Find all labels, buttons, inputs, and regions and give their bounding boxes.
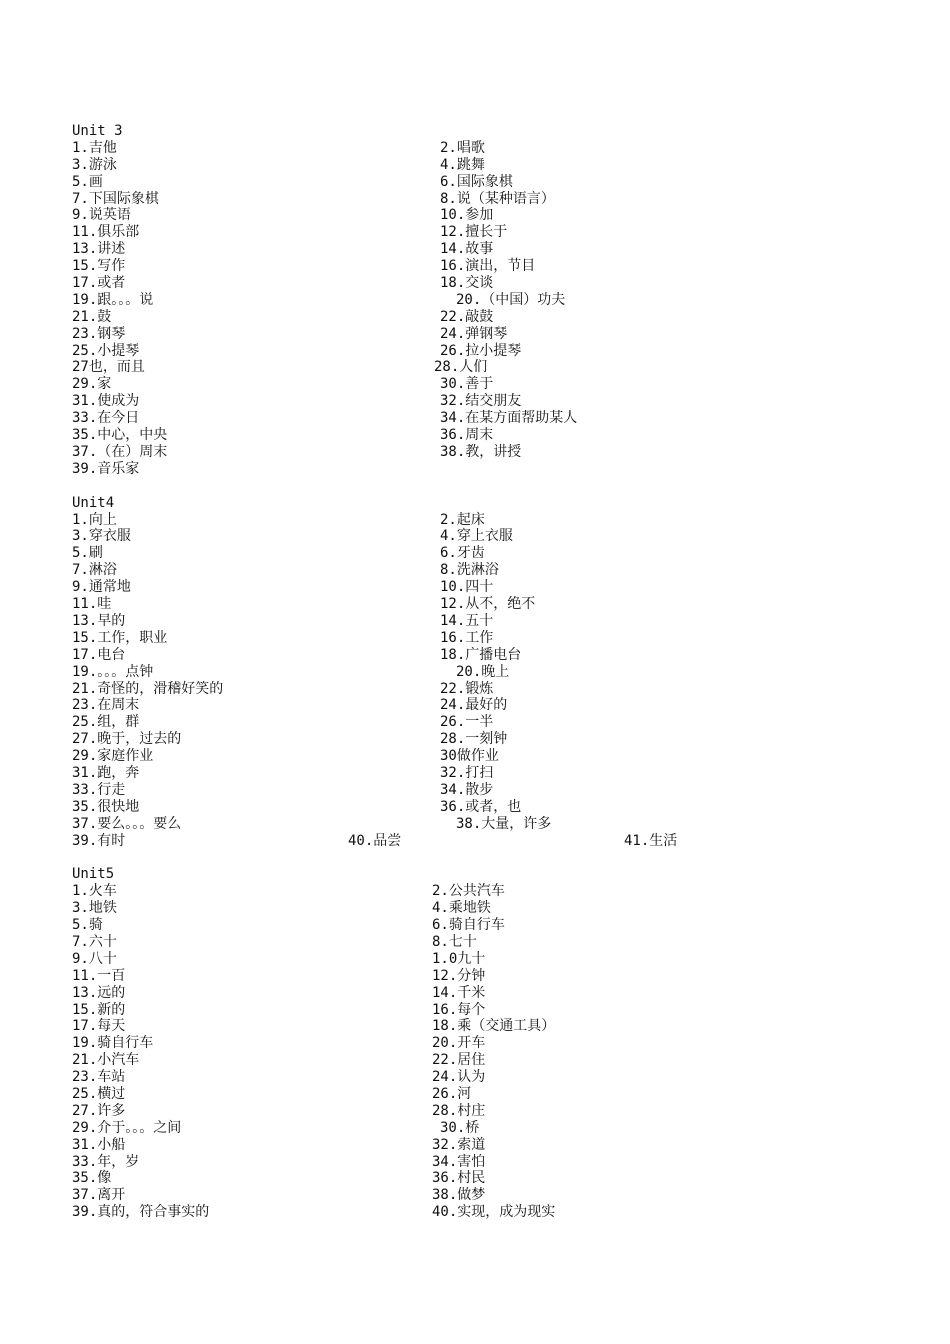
vocab-item: 39.有时 (72, 832, 126, 849)
vocab-row (72, 664, 872, 681)
vocab-item: 37.（在）周末 (72, 443, 168, 460)
vocab-row (72, 1018, 872, 1035)
vocab-item: 20.开车 (432, 1035, 486, 1052)
vocab-row (72, 968, 872, 985)
vocab-row (72, 174, 872, 191)
vocab-item: 19.跟。。。说 (72, 291, 154, 308)
unit-heading: Unit4 (72, 494, 115, 511)
vocab-row (72, 731, 872, 748)
vocab-item: 39.真的，符合事实的 (72, 1204, 210, 1221)
vocab-item: 16.演出，节目 (440, 258, 536, 275)
vocab-item: 3.地铁 (72, 900, 117, 917)
vocab-item: 38.大量，许多 (456, 815, 552, 832)
vocab-item: 29.家 (72, 376, 112, 393)
vocab-row (72, 579, 872, 596)
vocab-item: 35.像 (72, 1170, 112, 1187)
vocab-item: 36.村民 (432, 1170, 486, 1187)
vocab-row (72, 1154, 872, 1171)
vocab-item: 36.周末 (440, 427, 494, 444)
vocab-row (72, 1204, 872, 1221)
vocab-item: 6.国际象棋 (440, 173, 513, 190)
vocab-item: 25.横过 (72, 1085, 126, 1102)
vocab-item: 17.或者 (72, 275, 126, 292)
vocab-row (72, 359, 872, 376)
vocab-item: 1.火车 (72, 883, 117, 900)
vocab-item: 35.很快地 (72, 798, 140, 815)
vocab-item: 12.从不，绝不 (440, 596, 536, 613)
vocab-item: 13.早的 (72, 612, 126, 629)
vocab-item: 39.音乐家 (72, 460, 140, 477)
vocab-item: 24.弹钢琴 (440, 325, 508, 342)
vocab-item: 11.一百 (72, 967, 126, 984)
vocab-item: 33.在今日 (72, 410, 140, 427)
vocab-item: 13.讲述 (72, 241, 126, 258)
vocab-item: 21.鼓 (72, 308, 112, 325)
vocab-item: 30做作业 (440, 748, 499, 765)
vocab-item: 7.淋浴 (72, 562, 117, 579)
vocab-row (72, 1120, 872, 1137)
vocab-item: 26.河 (432, 1085, 472, 1102)
vocab-item: 8.七十 (432, 933, 477, 950)
vocab-item: 30.善于 (440, 376, 494, 393)
vocab-row (72, 258, 872, 275)
vocab-item: 15.工作，职业 (72, 629, 168, 646)
vocab-item: 32.结交朋友 (440, 393, 522, 410)
vocab-item: 10.四十 (440, 579, 494, 596)
vocab-item: 4.穿上衣服 (440, 528, 513, 545)
vocab-row (72, 917, 872, 934)
vocab-item: 23.在周末 (72, 697, 140, 714)
vocab-item: 10.参加 (440, 207, 494, 224)
vocab-item: 6.牙齿 (440, 545, 485, 562)
vocab-row (72, 1086, 872, 1103)
vocab-item: 2.唱歌 (440, 139, 485, 156)
vocab-item: 20.（中国）功夫 (456, 291, 566, 308)
vocab-row (72, 207, 872, 224)
vocab-item: 26.一半 (440, 714, 494, 731)
vocab-row (72, 1035, 872, 1052)
vocab-item: 8.说（某种语言） (440, 190, 555, 207)
vocab-row (72, 934, 872, 951)
vocab-item: 32.索道 (432, 1136, 486, 1153)
vocab-row (72, 224, 872, 241)
vocab-row (72, 765, 872, 782)
vocab-item: 41.生活 (624, 832, 678, 849)
vocab-item: 5.刷 (72, 545, 103, 562)
vocab-item: 2.公共汽车 (432, 883, 505, 900)
vocab-item: 33.年，岁 (72, 1153, 140, 1170)
vocab-row (72, 900, 872, 917)
vocab-item: 18.交谈 (440, 275, 494, 292)
vocab-item: 4.乘地铁 (432, 900, 491, 917)
vocab-row (72, 545, 872, 562)
vocab-item: 40.实现，成为现实 (432, 1204, 556, 1221)
vocab-item: 13.远的 (72, 984, 126, 1001)
vocab-item: 14.故事 (440, 241, 494, 258)
vocab-item: 26.拉小提琴 (440, 342, 522, 359)
vocab-item: 24.认为 (432, 1069, 486, 1086)
vocab-item: 24.最好的 (440, 697, 508, 714)
vocab-item: 27.许多 (72, 1102, 126, 1119)
vocab-row (72, 393, 872, 410)
unit-heading: Unit 3 (72, 123, 123, 139)
vocab-item: 8.洗淋浴 (440, 562, 499, 579)
vocab-item: 35.中心，中央 (72, 427, 168, 444)
vocab-row (72, 1187, 872, 1204)
vocab-item: 31.跑，奔 (72, 764, 140, 781)
vocab-item: 21.小汽车 (72, 1052, 140, 1069)
vocab-item: 12.擅长于 (440, 224, 508, 241)
vocab-row (72, 191, 872, 208)
vocab-item: 31.小船 (72, 1136, 126, 1153)
vocab-item: 40.品尝 (348, 832, 402, 849)
vocab-item: 34.在某方面帮助某人 (440, 410, 578, 427)
vocab-row (72, 292, 872, 309)
vocab-row (72, 461, 872, 478)
vocab-item: 22.居住 (432, 1052, 486, 1069)
vocab-row (72, 343, 872, 360)
vocab-item: 17.每天 (72, 1018, 126, 1035)
vocab-item: 29.家庭作业 (72, 748, 154, 765)
vocab-row (72, 326, 872, 343)
vocab-row (72, 1137, 872, 1154)
vocab-item: 16.每个 (432, 1001, 486, 1018)
vocab-item: 38.做梦 (432, 1187, 486, 1204)
vocab-item: 21.奇怪的，滑稽好笑的 (72, 680, 224, 697)
vocab-item: 2.起床 (440, 511, 485, 528)
vocab-item: 31.使成为 (72, 393, 140, 410)
vocab-row (72, 157, 872, 174)
vocab-item: 9.说英语 (72, 207, 131, 224)
vocab-item: 12.分钟 (432, 967, 486, 984)
vocab-item: 5.骑 (72, 917, 103, 934)
vocab-row (72, 1069, 872, 1086)
vocab-item: 23.钢琴 (72, 325, 126, 342)
vocab-row (72, 309, 872, 326)
vocab-item: 16.工作 (440, 629, 494, 646)
vocab-row (72, 985, 872, 1002)
vocab-item: 28.一刻钟 (440, 731, 508, 748)
vocab-item: 25.小提琴 (72, 342, 140, 359)
vocab-item: 37.要么。。。要么 (72, 815, 182, 832)
vocab-row (72, 275, 872, 292)
vocab-item: 1.0九十 (432, 950, 486, 967)
vocab-row (72, 833, 872, 850)
vocab-item: 23.车站 (72, 1069, 126, 1086)
vocab-item: 19.。。。点钟 (72, 663, 154, 680)
unit-5-section (72, 866, 872, 1221)
vocab-item: 5.画 (72, 173, 103, 190)
vocab-row (72, 748, 872, 765)
vocab-item: 7.下国际象棋 (72, 190, 159, 207)
vocab-row (72, 427, 872, 444)
vocab-item: 27也，而且 (72, 359, 145, 376)
vocab-row (72, 647, 872, 664)
vocab-row (72, 1002, 872, 1019)
vocab-item: 3.游泳 (72, 156, 117, 173)
vocab-row (72, 1052, 872, 1069)
vocab-item: 38.教，讲授 (440, 443, 522, 460)
vocab-item: 4.跳舞 (440, 156, 485, 173)
vocab-row (72, 697, 872, 714)
vocab-item: 33.行走 (72, 781, 126, 798)
vocab-item: 27.晚于，过去的 (72, 731, 182, 748)
vocab-item: 18.广播电台 (440, 646, 522, 663)
unit-4-section (72, 495, 872, 850)
vocab-item: 30.桥 (440, 1119, 480, 1136)
vocab-item: 7.六十 (72, 933, 117, 950)
vocab-row (72, 140, 872, 157)
vocab-item: 37.离开 (72, 1187, 126, 1204)
vocab-item: 22.锻炼 (440, 680, 494, 697)
vocab-item: 1.向上 (72, 511, 117, 528)
vocab-row (72, 444, 872, 461)
vocab-row (72, 1103, 872, 1120)
vocab-item: 28.人们 (434, 359, 488, 376)
vocab-item: 22.敲鼓 (440, 308, 494, 325)
vocab-row (72, 562, 872, 579)
vocab-row (72, 376, 872, 393)
vocab-item: 9.八十 (72, 950, 117, 967)
vocab-item: 32.打扫 (440, 764, 494, 781)
vocab-row (72, 782, 872, 799)
vocab-item: 9.通常地 (72, 579, 131, 596)
vocab-item: 28.村庄 (432, 1102, 486, 1119)
vocab-item: 14.五十 (440, 612, 494, 629)
vocab-item: 11.哇 (72, 596, 112, 613)
vocab-row (72, 241, 872, 258)
vocab-row (72, 1170, 872, 1187)
vocab-item: 15.新的 (72, 1001, 126, 1018)
vocab-item: 1.吉他 (72, 139, 117, 156)
vocab-row (72, 951, 872, 968)
vocab-row (72, 681, 872, 698)
vocab-item: 14.千米 (432, 984, 486, 1001)
vocab-item: 3.穿衣服 (72, 528, 131, 545)
vocab-item: 19.骑自行车 (72, 1035, 154, 1052)
vocab-item: 25.组，群 (72, 714, 140, 731)
vocab-item: 15.写作 (72, 258, 126, 275)
vocab-row (72, 883, 872, 900)
vocab-item: 34.散步 (440, 781, 494, 798)
vocab-item: 20.晚上 (456, 663, 510, 680)
vocab-row (72, 528, 872, 545)
unit-heading: Unit5 (72, 866, 115, 883)
vocab-item: 6.骑自行车 (432, 917, 505, 934)
vocab-row (72, 596, 872, 613)
vocab-row (72, 799, 872, 816)
unit-3-section (72, 123, 872, 478)
vocab-row (72, 714, 872, 731)
vocab-item: 17.电台 (72, 646, 126, 663)
vocab-item: 36.或者，也 (440, 798, 522, 815)
vocab-row (72, 613, 872, 630)
vocabulary-document (72, 123, 872, 1238)
vocab-row (72, 630, 872, 647)
vocab-row (72, 410, 872, 427)
vocab-item: 29.介于。。。之间 (72, 1119, 182, 1136)
vocab-item: 18.乘（交通工具） (432, 1018, 556, 1035)
vocab-item: 34.害怕 (432, 1153, 486, 1170)
vocab-row (72, 512, 872, 529)
vocab-row (72, 816, 872, 833)
vocab-item: 11.俱乐部 (72, 224, 140, 241)
